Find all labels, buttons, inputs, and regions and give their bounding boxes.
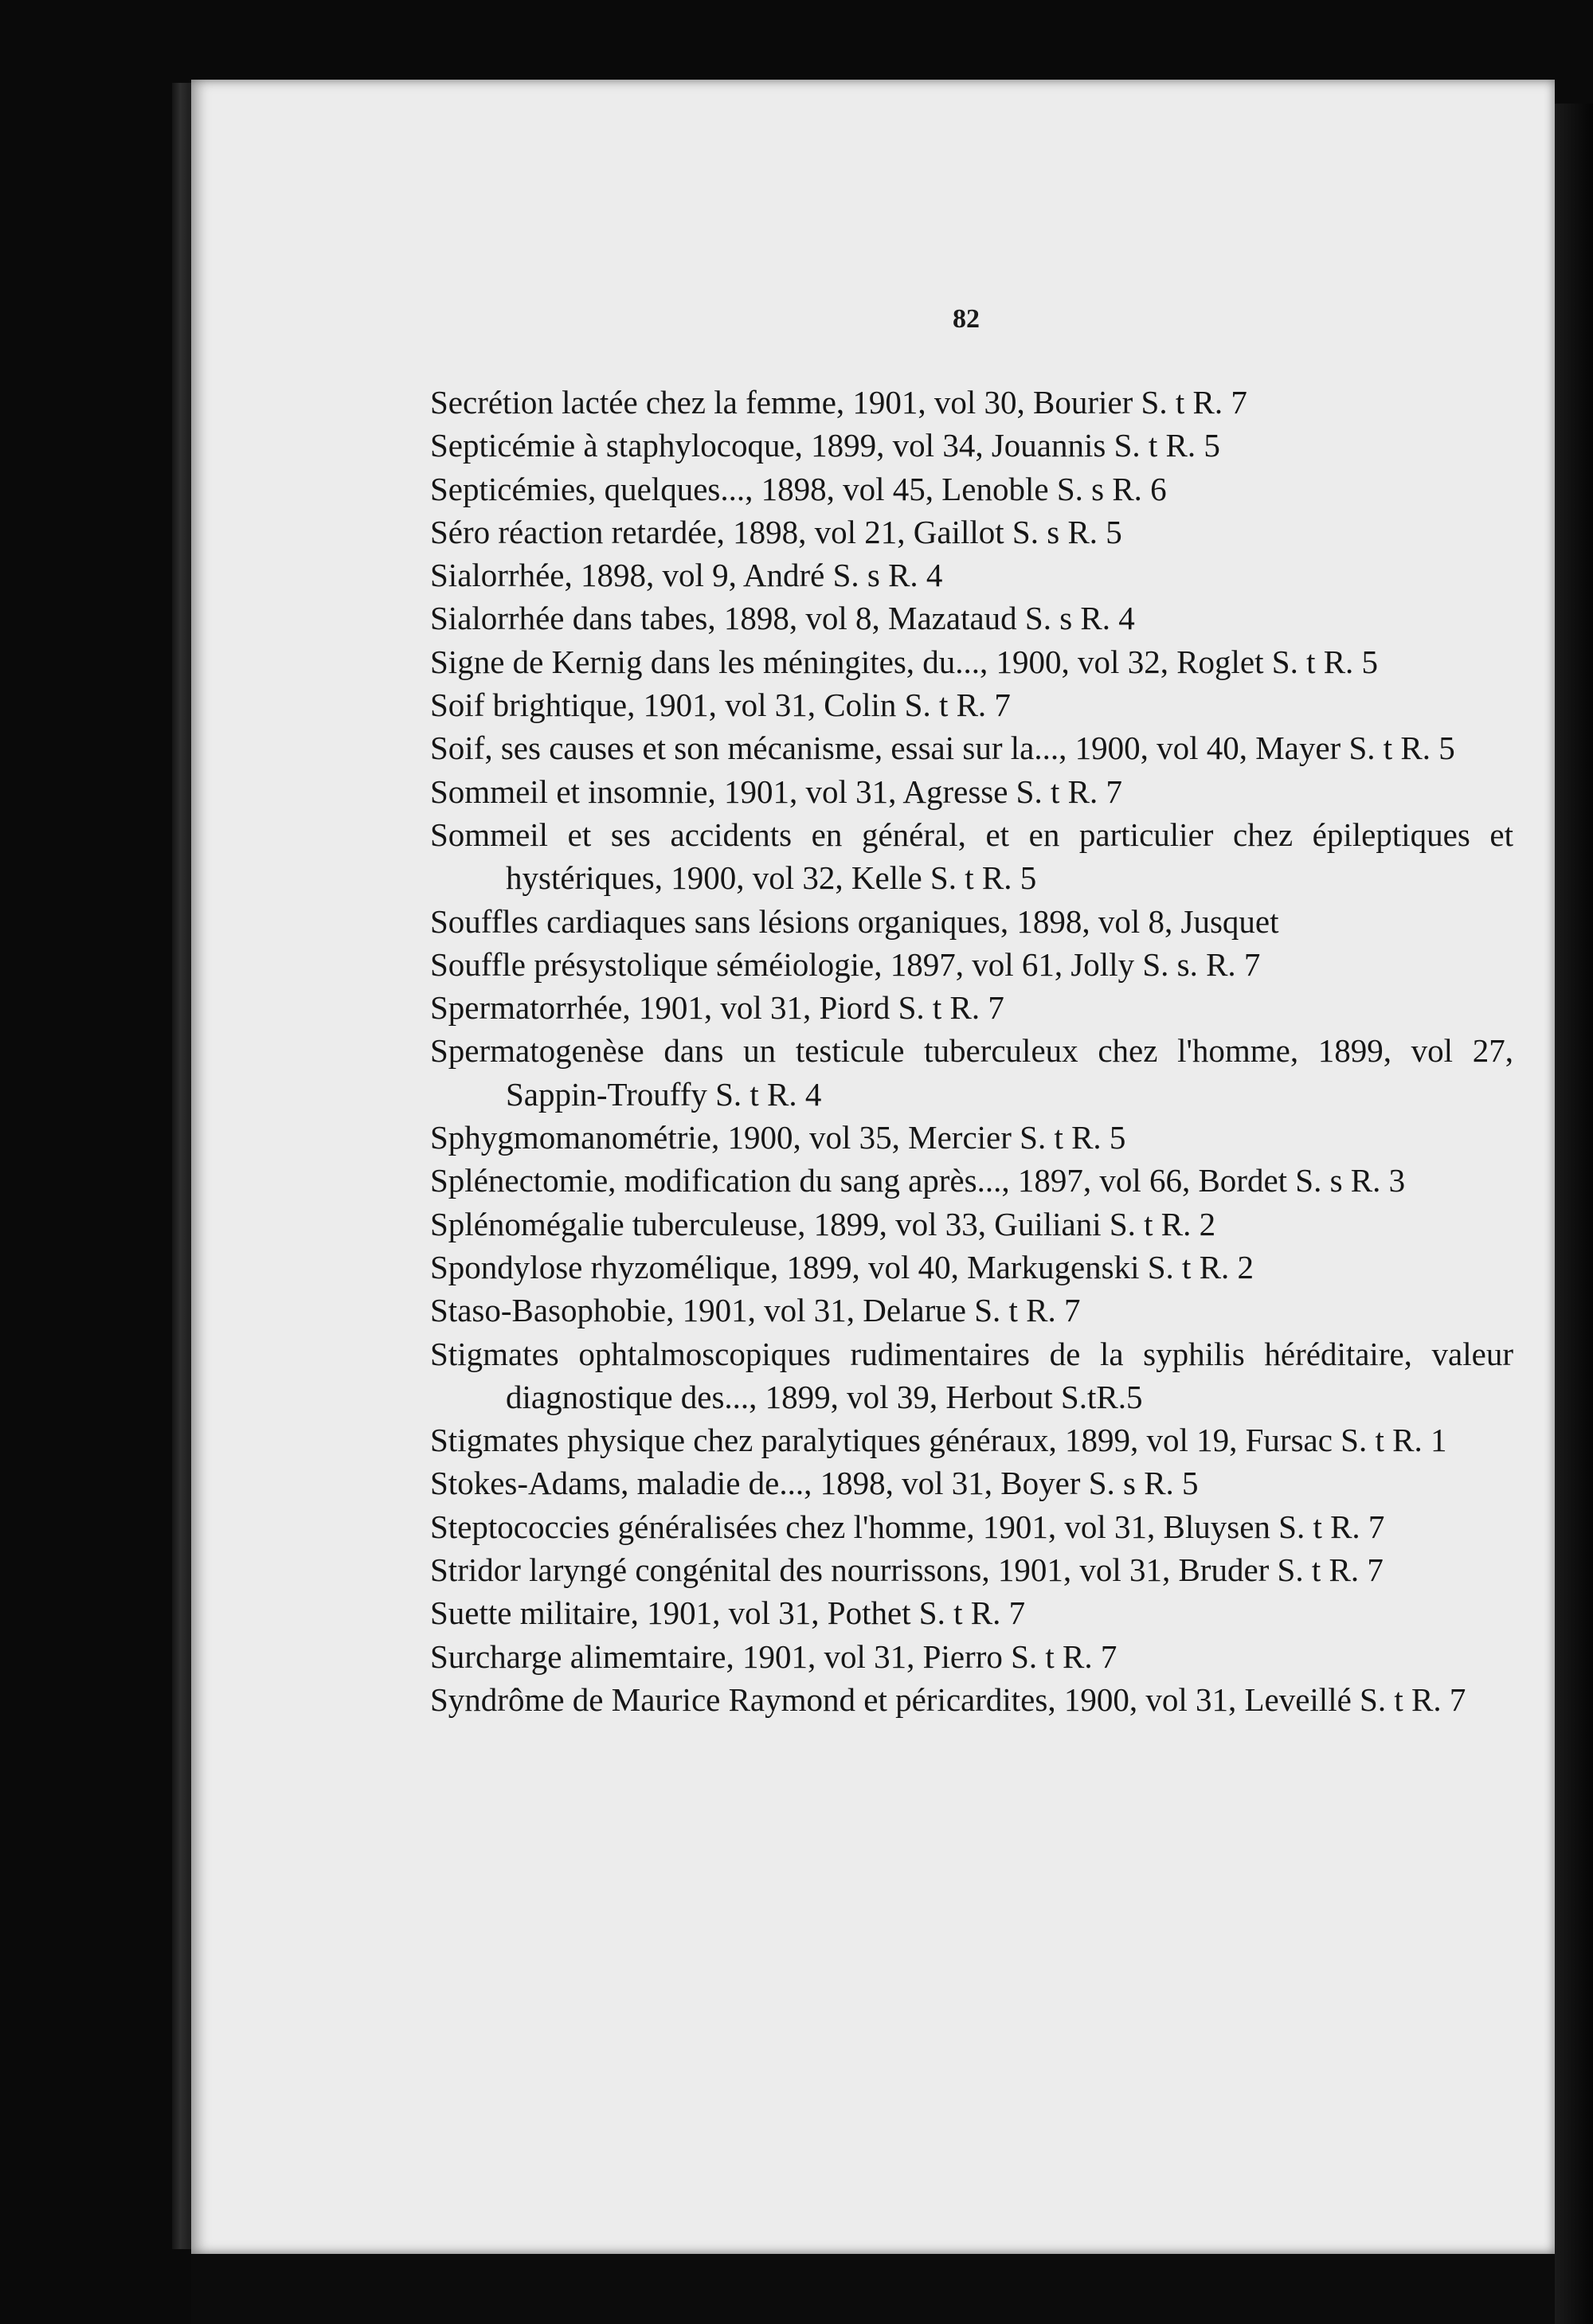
index-entry: Surcharge alimemtaire, 1901, vol 31, Pierro S. t R. 7 bbox=[430, 1637, 1117, 1675]
index-entry: Sommeil et insomnie, 1901, vol 31, Agresse S. t R. 7 bbox=[430, 773, 1122, 810]
index-entry: Spermatorrhée, 1901, vol 31, Piord S. t R. 7 bbox=[430, 989, 1004, 1027]
index-entry: Septicémies, quelques..., 1898, vol 45, Lenoble S. s R. 6 bbox=[430, 470, 1167, 507]
index-entry: Souffles cardiaques sans lésions organiques, 1898, vol 8, Jusquet bbox=[430, 902, 1279, 940]
page-right-edge bbox=[1555, 104, 1593, 2324]
page-bottom-margin bbox=[191, 2254, 1555, 2324]
index-entry: Stigmates physique chez paralytiques généraux, 1899, vol 19, Fursac S. t R. 1 bbox=[430, 1422, 1447, 1459]
index-entry: Suette militaire, 1901, vol 31, Pothet S. t R. 7 bbox=[430, 1594, 1026, 1632]
index-entry: Stigmates ophtalmoscopiques rudimentaires de la syphilis héréditaire, valeur diagnostique des..., 1899, vol 39, Herbout S.tR.5 bbox=[430, 1335, 1513, 1415]
index-entry: Stridor laryngé congénital des nourrissons, 1901, vol 31, Bruder S. t R. 7 bbox=[430, 1551, 1384, 1589]
index-entry: Spondylose rhyzomélique, 1899, vol 40, Markugenski S. t R. 2 bbox=[430, 1248, 1254, 1285]
index-entry: Secrétion lactée chez la femme, 1901, vol 30, Bourier S. t R. 7 bbox=[430, 384, 1247, 421]
index-entry: Septicémie à staphylocoque, 1899, vol 34, Jouannis S. t R. 5 bbox=[430, 427, 1220, 464]
index-entries bbox=[430, 381, 1513, 1721]
page-number: 82 bbox=[953, 304, 980, 334]
index-entry: Soif, ses causes et son mécanisme, essai sur la..., 1900, vol 40, Mayer S. t R. 5 bbox=[430, 730, 1455, 767]
index-entry: Sphygmomanométrie, 1900, vol 35, Mercier S. t R. 5 bbox=[430, 1119, 1126, 1156]
index-entry: Staso-Basophobie, 1901, vol 31, Delarue S. t R. 7 bbox=[430, 1292, 1081, 1329]
index-entry: Spermatogenèse dans un testicule tuberculeux chez l'homme, 1899, vol 27, Sappin-Trouffy S. t R. 4 bbox=[430, 1032, 1513, 1113]
index-entry: Syndrôme de Maurice Raymond et péricardites, 1900, vol 31, Leveillé S. t R. 7 bbox=[430, 1680, 1466, 1718]
index-entry: Séro réaction retardée, 1898, vol 21, Gaillot S. s R. 5 bbox=[430, 513, 1122, 550]
index-entry: Sialorrhée, 1898, vol 9, André S. s R. 4 bbox=[430, 557, 943, 594]
index-entry: Stokes-Adams, maladie de..., 1898, vol 31, Boyer S. s R. 5 bbox=[430, 1465, 1199, 1502]
index-entry: Signe de Kernig dans les méningites, du..., 1900, vol 32, Roglet S. t R. 5 bbox=[430, 643, 1379, 680]
index-entry: Steptococcies généralisées chez l'homme, 1901, vol 31, Bluysen S. t R. 7 bbox=[430, 1508, 1385, 1545]
index-entry: Splénomégalie tuberculeuse, 1899, vol 33, Guiliani S. t R. 2 bbox=[430, 1205, 1216, 1242]
index-entry: Souffle présystolique séméiologie, 1897, vol 61, Jolly S. s. R. 7 bbox=[430, 945, 1261, 983]
index-entry: Sommeil et ses accidents en général, et en particulier chez épileptiques et hystériques, 1900, vol 32, Kelle S. t R. 5 bbox=[430, 816, 1513, 897]
index-entry: Splénectomie, modification du sang après..., 1897, vol 66, Bordet S. s R. 3 bbox=[430, 1162, 1406, 1199]
index-entry: Soif brightique, 1901, vol 31, Colin S. t R. 7 bbox=[430, 687, 1011, 724]
index-entry: Sialorrhée dans tabes, 1898, vol 8, Mazataud S. s R. 4 bbox=[430, 600, 1135, 637]
page-left-edge bbox=[172, 83, 193, 2249]
